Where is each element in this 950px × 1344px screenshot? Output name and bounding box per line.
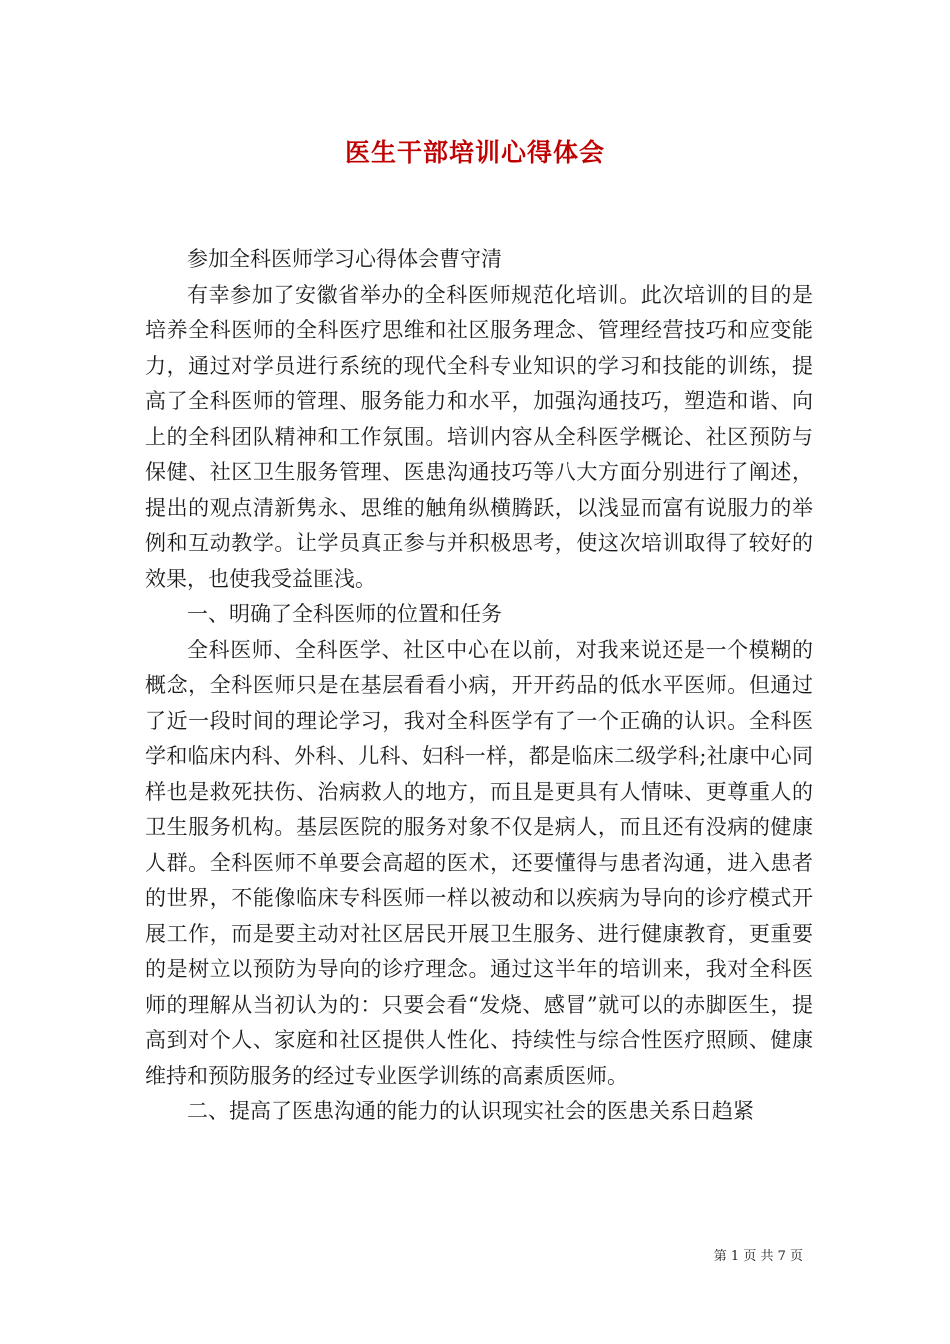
section-heading-2: 二、提高了医患沟通的能力的认识现实社会的医患关系日趋紧 [187,1099,754,1123]
document-title: 医生干部培训心得体会 [344,138,605,167]
paragraph-section-1: 全科医师、全科医学、社区中心在以前，对我来说还是一个模糊的概念，全科医师只是在基层看看小病，开开药品的低水平医师。但通过了近一段时间的理论学习，我对全科医学有了一个正确的认识。全科医学和临床内科、外科、儿科、妇科一样，都是临床二级学科;社康中心同样也是救死扶伤、治病救人的地方，而且是更具有人情味、更尊重人的卫生服务机构。基层医院的服务对象不仅是病人，而且还有没病的健康人群。全科医师不单要会高超的医术，还要懂得与患者沟通，进入患者的世界，不能像临床专科医师一样以被动和以疾病为导向的诊疗模式开展工作，而是要主动对社区居民开展卫生服务、进行健康教育，更重要的是树立以预防为导向的诊疗理念。通过这半年的培训来，我对全科医师的理解从当初认为的：只要会看“发烧、感冒”就可以的赤脚医生，提高到对个人、家庭和社区提供人性化、持续性与综合性医疗照顾、健康维持和预防服务的经过专业医学训练的高素质医师。 [145,637,813,1088]
document-body [145,242,813,1130]
paragraph-intro: 有幸参加了安徽省举办的全科医师规范化培训。此次培训的目的是培养全科医师的全科医疗思维和社区服务理念、管理经营技巧和应变能力，通过对学员进行系统的现代全科专业知识的学习和技能的训练，提高了全科医师的管理、服务能力和水平，加强沟通技巧，塑造和谐、向上的全科团队精神和工作氛围。培训内容从全科医学概论、社区预防与保健、社区卫生服务管理、医患沟通技巧等八大方面分别进行了阐述，提出的观点清新隽永、思维的触角纵横腾跃，以浅显而富有说服力的举例和互动教学。让学员真正参与并积极思考，使这次培训取得了较好的效果，也使我受益匪浅。 [145,282,813,591]
paragraph-author-line: 参加全科医师学习心得体会曹守清 [187,247,502,271]
page-number-footer: 第 1 页 共 7 页 [713,1249,803,1264]
section-heading-1: 一、明确了全科医师的位置和任务 [187,602,502,626]
